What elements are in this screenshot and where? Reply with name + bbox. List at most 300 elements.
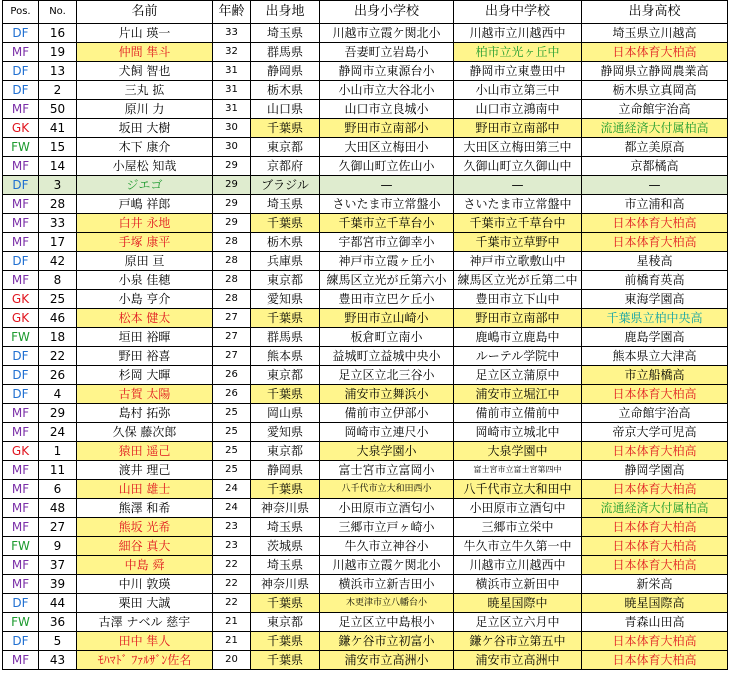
middle-cell: 川越市立川越西中 — [454, 24, 582, 43]
origin-cell: 埼玉県 — [251, 24, 320, 43]
middle-cell: 大泉学園中 — [454, 442, 582, 461]
pos-cell: FW — [3, 138, 39, 157]
pos-cell: DF — [3, 366, 39, 385]
name-cell: 小屋松 知哉 — [77, 157, 213, 176]
header-name: 名前 — [77, 1, 213, 24]
name-cell: 白井 永地 — [77, 214, 213, 233]
elementary-cell: 小山市立大谷北小 — [320, 81, 454, 100]
pos-cell: FW — [3, 537, 39, 556]
elementary-cell: 木更津市立八幡台小 — [320, 594, 454, 613]
name-cell: 渡井 理己 — [77, 461, 213, 480]
origin-cell: 群馬県 — [251, 43, 320, 62]
origin-cell: 東京都 — [251, 271, 320, 290]
age-cell: 29 — [213, 214, 251, 233]
table-row — [3, 81, 728, 100]
pos-cell: GK — [3, 309, 39, 328]
age-cell: 24 — [213, 499, 251, 518]
table-row — [3, 480, 728, 499]
name-cell: ジエゴ — [77, 176, 213, 195]
name-cell: 木下 康介 — [77, 138, 213, 157]
high-cell: 立命館宇治高 — [582, 100, 728, 119]
pos-cell: FW — [3, 328, 39, 347]
elementary-cell: 千葉市立千草台小 — [320, 214, 454, 233]
middle-cell: — — [454, 176, 582, 195]
name-cell: 仲間 隼斗 — [77, 43, 213, 62]
origin-cell: 京都府 — [251, 157, 320, 176]
number-cell: 29 — [39, 404, 77, 423]
pos-cell: GK — [3, 290, 39, 309]
origin-cell: 千葉県 — [251, 214, 320, 233]
number-cell: 44 — [39, 594, 77, 613]
header-elementary: 出身小学校 — [320, 1, 454, 24]
number-cell: 36 — [39, 613, 77, 632]
name-cell: 久保 藤次郎 — [77, 423, 213, 442]
table-row — [3, 43, 728, 62]
pos-cell: MF — [3, 43, 39, 62]
name-cell: 垣田 裕暉 — [77, 328, 213, 347]
middle-cell: 久御山町立久御山中 — [454, 157, 582, 176]
pos-cell: MF — [3, 575, 39, 594]
high-cell: 暁星国際高 — [582, 594, 728, 613]
age-cell: 29 — [213, 157, 251, 176]
middle-cell: 山口市立鴻南中 — [454, 100, 582, 119]
middle-cell: 備前市立備前中 — [454, 404, 582, 423]
middle-cell: 川越市立川越西中 — [454, 556, 582, 575]
table-row — [3, 214, 728, 233]
roster-table — [2, 0, 728, 670]
name-cell: 猿田 遥己 — [77, 442, 213, 461]
name-cell: 小泉 佳穂 — [77, 271, 213, 290]
elementary-cell: — — [320, 176, 454, 195]
age-cell: 25 — [213, 404, 251, 423]
middle-cell: 野田市立南部中 — [454, 309, 582, 328]
high-cell: 流通経済大付属柏高 — [582, 499, 728, 518]
middle-cell: さいたま市立常盤中 — [454, 195, 582, 214]
name-cell: 犬飼 智也 — [77, 62, 213, 81]
age-cell: 23 — [213, 518, 251, 537]
elementary-cell: 野田市立山崎小 — [320, 309, 454, 328]
elementary-cell: 大田区立梅田小 — [320, 138, 454, 157]
pos-cell: MF — [3, 518, 39, 537]
elementary-cell: 三郷市立戸ヶ崎小 — [320, 518, 454, 537]
elementary-cell: 宇都宮市立御幸小 — [320, 233, 454, 252]
age-cell: 28 — [213, 290, 251, 309]
middle-cell: 富士宮市立富士宮第四中 — [454, 461, 582, 480]
high-cell: 静岡県立静岡農業高 — [582, 62, 728, 81]
name-cell: 山田 雄士 — [77, 480, 213, 499]
table-row — [3, 309, 728, 328]
roster-body — [3, 24, 728, 670]
pos-cell: DF — [3, 81, 39, 100]
name-cell: 熊坂 光希 — [77, 518, 213, 537]
elementary-cell: 益城町立益城中央小 — [320, 347, 454, 366]
name-cell: 細谷 真大 — [77, 537, 213, 556]
pos-cell: DF — [3, 252, 39, 271]
age-cell: 28 — [213, 271, 251, 290]
table-row — [3, 176, 728, 195]
high-cell: 日本体育大柏高 — [582, 480, 728, 499]
origin-cell: 千葉県 — [251, 309, 320, 328]
pos-cell: MF — [3, 461, 39, 480]
age-cell: 22 — [213, 575, 251, 594]
header-origin: 出身地 — [251, 1, 320, 24]
high-cell: 京都橘高 — [582, 157, 728, 176]
origin-cell: 千葉県 — [251, 632, 320, 651]
middle-cell: 浦安市立堀江中 — [454, 385, 582, 404]
pos-cell: MF — [3, 233, 39, 252]
name-cell: 中島 舜 — [77, 556, 213, 575]
pos-cell: DF — [3, 632, 39, 651]
table-row — [3, 613, 728, 632]
number-cell: 1 — [39, 442, 77, 461]
table-row — [3, 347, 728, 366]
high-cell: 青森山田高 — [582, 613, 728, 632]
table-row — [3, 461, 728, 480]
elementary-cell: 野田市立南部小 — [320, 119, 454, 138]
number-cell: 3 — [39, 176, 77, 195]
number-cell: 48 — [39, 499, 77, 518]
origin-cell: 千葉県 — [251, 480, 320, 499]
origin-cell: 埼玉県 — [251, 556, 320, 575]
age-cell: 32 — [213, 43, 251, 62]
origin-cell: 群馬県 — [251, 328, 320, 347]
header-pos: Pos. — [3, 1, 39, 24]
table-row — [3, 195, 728, 214]
number-cell: 18 — [39, 328, 77, 347]
age-cell: 20 — [213, 651, 251, 670]
high-cell: 日本体育大柏高 — [582, 233, 728, 252]
age-cell: 30 — [213, 119, 251, 138]
high-cell: 日本体育大柏高 — [582, 214, 728, 233]
origin-cell: 東京都 — [251, 366, 320, 385]
high-cell: 星稜高 — [582, 252, 728, 271]
table-row — [3, 632, 728, 651]
pos-cell: MF — [3, 480, 39, 499]
pos-cell: MF — [3, 651, 39, 670]
elementary-cell: 岡崎市立連尺小 — [320, 423, 454, 442]
high-cell: 熊本県立大津高 — [582, 347, 728, 366]
middle-cell: 神戸市立歌敷山中 — [454, 252, 582, 271]
elementary-cell: 横浜市立新吉田小 — [320, 575, 454, 594]
elementary-cell: 足立区立中島根小 — [320, 613, 454, 632]
age-cell: 29 — [213, 176, 251, 195]
age-cell: 21 — [213, 613, 251, 632]
origin-cell: 東京都 — [251, 613, 320, 632]
high-cell: 前橋育英高 — [582, 271, 728, 290]
elementary-cell: 浦安市立舞浜小 — [320, 385, 454, 404]
origin-cell: 千葉県 — [251, 385, 320, 404]
table-row — [3, 119, 728, 138]
table-row — [3, 252, 728, 271]
name-cell: 三丸 拡 — [77, 81, 213, 100]
table-row — [3, 62, 728, 81]
origin-cell: 静岡県 — [251, 62, 320, 81]
name-cell: 坂田 大樹 — [77, 119, 213, 138]
elementary-cell: 小田原市立酒匂小 — [320, 499, 454, 518]
pos-cell: MF — [3, 499, 39, 518]
origin-cell: 神奈川県 — [251, 499, 320, 518]
pos-cell: MF — [3, 100, 39, 119]
table-row — [3, 366, 728, 385]
origin-cell: 東京都 — [251, 442, 320, 461]
pos-cell: MF — [3, 404, 39, 423]
number-cell: 2 — [39, 81, 77, 100]
name-cell: 古澤 ナベル 慈宇 — [77, 613, 213, 632]
elementary-cell: 八千代市立大和田西小 — [320, 480, 454, 499]
origin-cell: 埼玉県 — [251, 518, 320, 537]
pos-cell: MF — [3, 195, 39, 214]
high-cell: 市立浦和高 — [582, 195, 728, 214]
elementary-cell: 練馬区立光が丘第六小 — [320, 271, 454, 290]
age-cell: 21 — [213, 632, 251, 651]
number-cell: 41 — [39, 119, 77, 138]
age-cell: 25 — [213, 461, 251, 480]
middle-cell: 柏市立光ヶ丘中 — [454, 43, 582, 62]
elementary-cell: さいたま市立常盤小 — [320, 195, 454, 214]
origin-cell: ブラジル — [251, 176, 320, 195]
middle-cell: 足立区立蒲原中 — [454, 366, 582, 385]
pos-cell: DF — [3, 24, 39, 43]
origin-cell: 千葉県 — [251, 651, 320, 670]
number-cell: 11 — [39, 461, 77, 480]
table-row — [3, 651, 728, 670]
high-cell: 日本体育大柏高 — [582, 518, 728, 537]
origin-cell: 栃木県 — [251, 81, 320, 100]
age-cell: 26 — [213, 366, 251, 385]
high-cell: 東海学園高 — [582, 290, 728, 309]
name-cell: 松本 健太 — [77, 309, 213, 328]
elementary-cell: 川越市立霞ケ関北小 — [320, 24, 454, 43]
number-cell: 17 — [39, 233, 77, 252]
origin-cell: 愛知県 — [251, 423, 320, 442]
name-cell: 片山 瑛一 — [77, 24, 213, 43]
table-row — [3, 100, 728, 119]
middle-cell: 豊田市立下山中 — [454, 290, 582, 309]
pos-cell: GK — [3, 442, 39, 461]
elementary-cell: 足立区立北三谷小 — [320, 366, 454, 385]
name-cell: 田中 隼人 — [77, 632, 213, 651]
elementary-cell: 富士宮市立富岡小 — [320, 461, 454, 480]
origin-cell: 茨城県 — [251, 537, 320, 556]
age-cell: 31 — [213, 62, 251, 81]
elementary-cell: 浦安市立高洲小 — [320, 651, 454, 670]
middle-cell: 牛久市立牛久第一中 — [454, 537, 582, 556]
age-cell: 23 — [213, 537, 251, 556]
elementary-cell: 吾妻町立岩島小 — [320, 43, 454, 62]
age-cell: 29 — [213, 195, 251, 214]
middle-cell: 小山市立第三中 — [454, 81, 582, 100]
header-age: 年齢 — [213, 1, 251, 24]
pos-cell: MF — [3, 271, 39, 290]
table-row — [3, 24, 728, 43]
number-cell: 27 — [39, 518, 77, 537]
elementary-cell: 牛久市立神谷小 — [320, 537, 454, 556]
middle-cell: 野田市立南部中 — [454, 119, 582, 138]
high-cell: 市立船橋高 — [582, 366, 728, 385]
high-cell: 栃木県立真岡高 — [582, 81, 728, 100]
table-row — [3, 404, 728, 423]
age-cell: 31 — [213, 81, 251, 100]
table-row — [3, 157, 728, 176]
age-cell: 25 — [213, 442, 251, 461]
high-cell: 日本体育大柏高 — [582, 651, 728, 670]
header-middle: 出身中学校 — [454, 1, 582, 24]
pos-cell: DF — [3, 62, 39, 81]
table-row — [3, 271, 728, 290]
elementary-cell: 神戸市立霞ヶ丘小 — [320, 252, 454, 271]
high-cell: — — [582, 176, 728, 195]
pos-cell: GK — [3, 119, 39, 138]
high-cell: 立命館宇治高 — [582, 404, 728, 423]
middle-cell: 横浜市立新田中 — [454, 575, 582, 594]
age-cell: 27 — [213, 328, 251, 347]
table-row — [3, 233, 728, 252]
middle-cell: 浦安市立高洲中 — [454, 651, 582, 670]
high-cell: 鹿島学園高 — [582, 328, 728, 347]
table-row — [3, 290, 728, 309]
high-cell: 日本体育大柏高 — [582, 556, 728, 575]
pos-cell: DF — [3, 347, 39, 366]
number-cell: 6 — [39, 480, 77, 499]
number-cell: 28 — [39, 195, 77, 214]
header-no: No. — [39, 1, 77, 24]
elementary-cell: 大泉学園小 — [320, 442, 454, 461]
number-cell: 14 — [39, 157, 77, 176]
high-cell: 帝京大学可児高 — [582, 423, 728, 442]
number-cell: 46 — [39, 309, 77, 328]
middle-cell: 鎌ケ谷市立第五中 — [454, 632, 582, 651]
origin-cell: 千葉県 — [251, 594, 320, 613]
origin-cell: 熊本県 — [251, 347, 320, 366]
middle-cell: 暁星国際中 — [454, 594, 582, 613]
table-row — [3, 499, 728, 518]
name-cell: ﾓﾊﾏﾄﾞ ﾌｧﾙｻﾞﾝ佐名 — [77, 651, 213, 670]
high-cell: 日本体育大柏高 — [582, 442, 728, 461]
age-cell: 22 — [213, 556, 251, 575]
number-cell: 25 — [39, 290, 77, 309]
high-cell: 静岡学園高 — [582, 461, 728, 480]
header-high: 出身高校 — [582, 1, 728, 24]
origin-cell: 栃木県 — [251, 233, 320, 252]
age-cell: 25 — [213, 423, 251, 442]
high-cell: 日本体育大柏高 — [582, 632, 728, 651]
name-cell: 野田 裕喜 — [77, 347, 213, 366]
age-cell: 22 — [213, 594, 251, 613]
high-cell: 日本体育大柏高 — [582, 385, 728, 404]
header-row — [3, 1, 728, 24]
pos-cell: DF — [3, 594, 39, 613]
number-cell: 24 — [39, 423, 77, 442]
number-cell: 50 — [39, 100, 77, 119]
number-cell: 4 — [39, 385, 77, 404]
number-cell: 15 — [39, 138, 77, 157]
table-row — [3, 575, 728, 594]
number-cell: 42 — [39, 252, 77, 271]
table-row — [3, 442, 728, 461]
name-cell: 島村 拓弥 — [77, 404, 213, 423]
elementary-cell: 川越市立霞ケ関北小 — [320, 556, 454, 575]
middle-cell: 三郷市立栄中 — [454, 518, 582, 537]
number-cell: 26 — [39, 366, 77, 385]
table-row — [3, 385, 728, 404]
elementary-cell: 静岡市立東源台小 — [320, 62, 454, 81]
elementary-cell: 鎌ケ谷市立初富小 — [320, 632, 454, 651]
high-cell: 埼玉県立川越高 — [582, 24, 728, 43]
name-cell: 中川 敦瑛 — [77, 575, 213, 594]
name-cell: 杉岡 大暉 — [77, 366, 213, 385]
middle-cell: 小田原市立酒匂中 — [454, 499, 582, 518]
origin-cell: 神奈川県 — [251, 575, 320, 594]
pos-cell: MF — [3, 157, 39, 176]
middle-cell: 鹿嶋市立鹿島中 — [454, 328, 582, 347]
high-cell: 千葉県立柏中央高 — [582, 309, 728, 328]
number-cell: 9 — [39, 537, 77, 556]
age-cell: 27 — [213, 309, 251, 328]
age-cell: 31 — [213, 100, 251, 119]
age-cell: 26 — [213, 385, 251, 404]
name-cell: 古賀 太陽 — [77, 385, 213, 404]
middle-cell: ルーテル学院中 — [454, 347, 582, 366]
middle-cell: 八千代市立大和田中 — [454, 480, 582, 499]
middle-cell: 千葉市立千草台中 — [454, 214, 582, 233]
age-cell: 28 — [213, 252, 251, 271]
name-cell: 熊澤 和希 — [77, 499, 213, 518]
name-cell: 小島 亨介 — [77, 290, 213, 309]
pos-cell: MF — [3, 214, 39, 233]
number-cell: 43 — [39, 651, 77, 670]
name-cell: 栗田 大誠 — [77, 594, 213, 613]
number-cell: 37 — [39, 556, 77, 575]
origin-cell: 岡山県 — [251, 404, 320, 423]
origin-cell: 埼玉県 — [251, 195, 320, 214]
name-cell: 戸嶋 祥郎 — [77, 195, 213, 214]
middle-cell: 練馬区立光が丘第二中 — [454, 271, 582, 290]
number-cell: 33 — [39, 214, 77, 233]
pos-cell: MF — [3, 423, 39, 442]
table-row — [3, 537, 728, 556]
origin-cell: 兵庫県 — [251, 252, 320, 271]
middle-cell: 千葉市立草野中 — [454, 233, 582, 252]
origin-cell: 静岡県 — [251, 461, 320, 480]
age-cell: 33 — [213, 24, 251, 43]
age-cell: 30 — [213, 138, 251, 157]
table-row — [3, 556, 728, 575]
table-row — [3, 518, 728, 537]
high-cell: 日本体育大柏高 — [582, 43, 728, 62]
age-cell: 27 — [213, 347, 251, 366]
middle-cell: 足立区立六月中 — [454, 613, 582, 632]
high-cell: 日本体育大柏高 — [582, 537, 728, 556]
number-cell: 13 — [39, 62, 77, 81]
elementary-cell: 山口市立良城小 — [320, 100, 454, 119]
origin-cell: 愛知県 — [251, 290, 320, 309]
number-cell: 39 — [39, 575, 77, 594]
elementary-cell: 久御山町立佐山小 — [320, 157, 454, 176]
pos-cell: MF — [3, 556, 39, 575]
middle-cell: 大田区立梅田第三中 — [454, 138, 582, 157]
elementary-cell: 備前市立伊部小 — [320, 404, 454, 423]
age-cell: 24 — [213, 480, 251, 499]
high-cell: 新栄高 — [582, 575, 728, 594]
table-row — [3, 594, 728, 613]
high-cell: 都立美原高 — [582, 138, 728, 157]
origin-cell: 東京都 — [251, 138, 320, 157]
number-cell: 16 — [39, 24, 77, 43]
high-cell: 流通経済大付属柏高 — [582, 119, 728, 138]
elementary-cell: 豊田市立巴ケ丘小 — [320, 290, 454, 309]
number-cell: 8 — [39, 271, 77, 290]
origin-cell: 千葉県 — [251, 119, 320, 138]
